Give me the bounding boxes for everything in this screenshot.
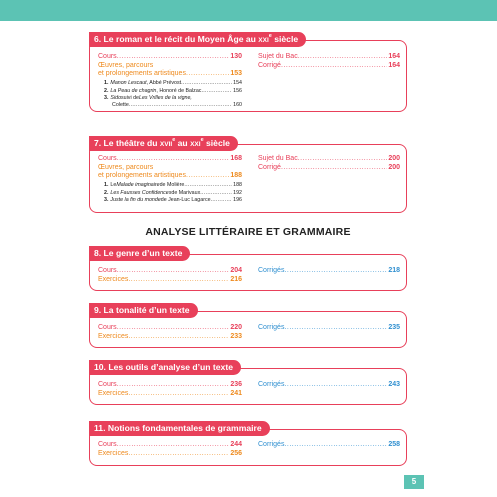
s6-sujet-entry[interactable]: Sujet du Bac ..... 164 — [258, 53, 400, 62]
s6-corrige-entry[interactable]: Corrigé ..... 164 — [258, 62, 400, 71]
s7-corrige-entry[interactable]: Corrigé ..... 200 — [258, 164, 400, 173]
section-7-title: 7. Le théâtre du XVIIe au XXIe siècle — [89, 136, 238, 151]
s6-oeuvres-entry[interactable]: et prolongements artistiques ..... 153 — [98, 70, 242, 79]
s9-corriges-entry[interactable]: Corrigés ..... 235 — [258, 324, 400, 333]
section-11-title: 11. Notions fondamentales de grammaire — [89, 421, 270, 436]
section-6-roman — [89, 33, 407, 112]
section-8-genre — [89, 248, 407, 291]
s7-work-2[interactable]: 2. Les Fausses Confidences de Marivaux ..... 192 — [104, 190, 242, 196]
s11-exercices-entry[interactable]: Exercices ..... 256 — [98, 450, 242, 459]
s6-work-1[interactable]: 1. Manon Lescaut , Abbé Prévost ..... 154 — [104, 80, 242, 86]
s6-work-3-line2[interactable]: Colette ..... 160 — [112, 102, 242, 108]
section-8-title: 8. Le genre d’un texte — [89, 246, 190, 261]
section-9-title: 9. La tonalité d’un texte — [89, 303, 198, 318]
s9-cours-entry[interactable]: Cours ..... 220 — [98, 324, 242, 333]
s9-exercices-entry[interactable]: Exercices ..... 233 — [98, 333, 242, 342]
s7-cours-entry[interactable]: Cours ..... 168 — [98, 155, 242, 164]
section-10-title: 10. Les outils d’analyse d’un texte — [89, 360, 241, 375]
s6-cours-entry[interactable]: Cours ..... 130 — [98, 53, 242, 62]
s8-exercices-entry[interactable]: Exercices ..... 216 — [98, 276, 242, 285]
section-6-title: 6. Le roman et le récit du Moyen Âge au XXIe siècle — [89, 32, 306, 47]
s11-corriges-entry[interactable]: Corrigés ..... 258 — [258, 441, 400, 450]
s7-work-3[interactable]: 3. Juste la fin du monde de Jean-Luc Lagarce ..... 196 — [104, 197, 242, 203]
s7-oeuvres-entry[interactable]: et prolongements artistiques ..... 188 — [98, 172, 242, 181]
page-number: 5 — [404, 475, 424, 489]
s7-sujet-entry[interactable]: Sujet du Bac ..... 200 — [258, 155, 400, 164]
s8-cours-entry[interactable]: Cours ..... 204 — [98, 267, 242, 276]
s6-work-3[interactable]: 3. Sido suivi de Les Vrilles de la vigne, — [104, 95, 192, 101]
s8-corriges-entry[interactable]: Corrigés ..... 218 — [258, 267, 400, 276]
s10-corriges-entry[interactable]: Corrigés ..... 243 — [258, 381, 400, 390]
s7-work-1[interactable]: 1. Le Malade imaginaire de Molière ..... 188 — [104, 182, 242, 188]
section-9-tonalite — [89, 305, 407, 348]
s6-work-2[interactable]: 2. La Peau de chagrin , Honoré de Balzac ..... 156 — [104, 88, 242, 94]
s11-cours-entry[interactable]: Cours ..... 244 — [98, 441, 242, 450]
s10-cours-entry[interactable]: Cours ..... 236 — [98, 381, 242, 390]
section-11-grammaire — [89, 423, 407, 466]
s10-exercices-entry[interactable]: Exercices ..... 241 — [98, 390, 242, 399]
section-heading: ANALYSE LITTÉRAIRE ET GRAMMAIRE — [145, 226, 351, 238]
s6-oeuvres-line1[interactable]: Œuvres, parcours — [98, 61, 154, 69]
s7-oeuvres-line1[interactable]: Œuvres, parcours — [98, 163, 154, 171]
top-banner — [0, 0, 497, 21]
section-10-outils — [89, 362, 407, 405]
section-7-theatre — [89, 137, 407, 213]
